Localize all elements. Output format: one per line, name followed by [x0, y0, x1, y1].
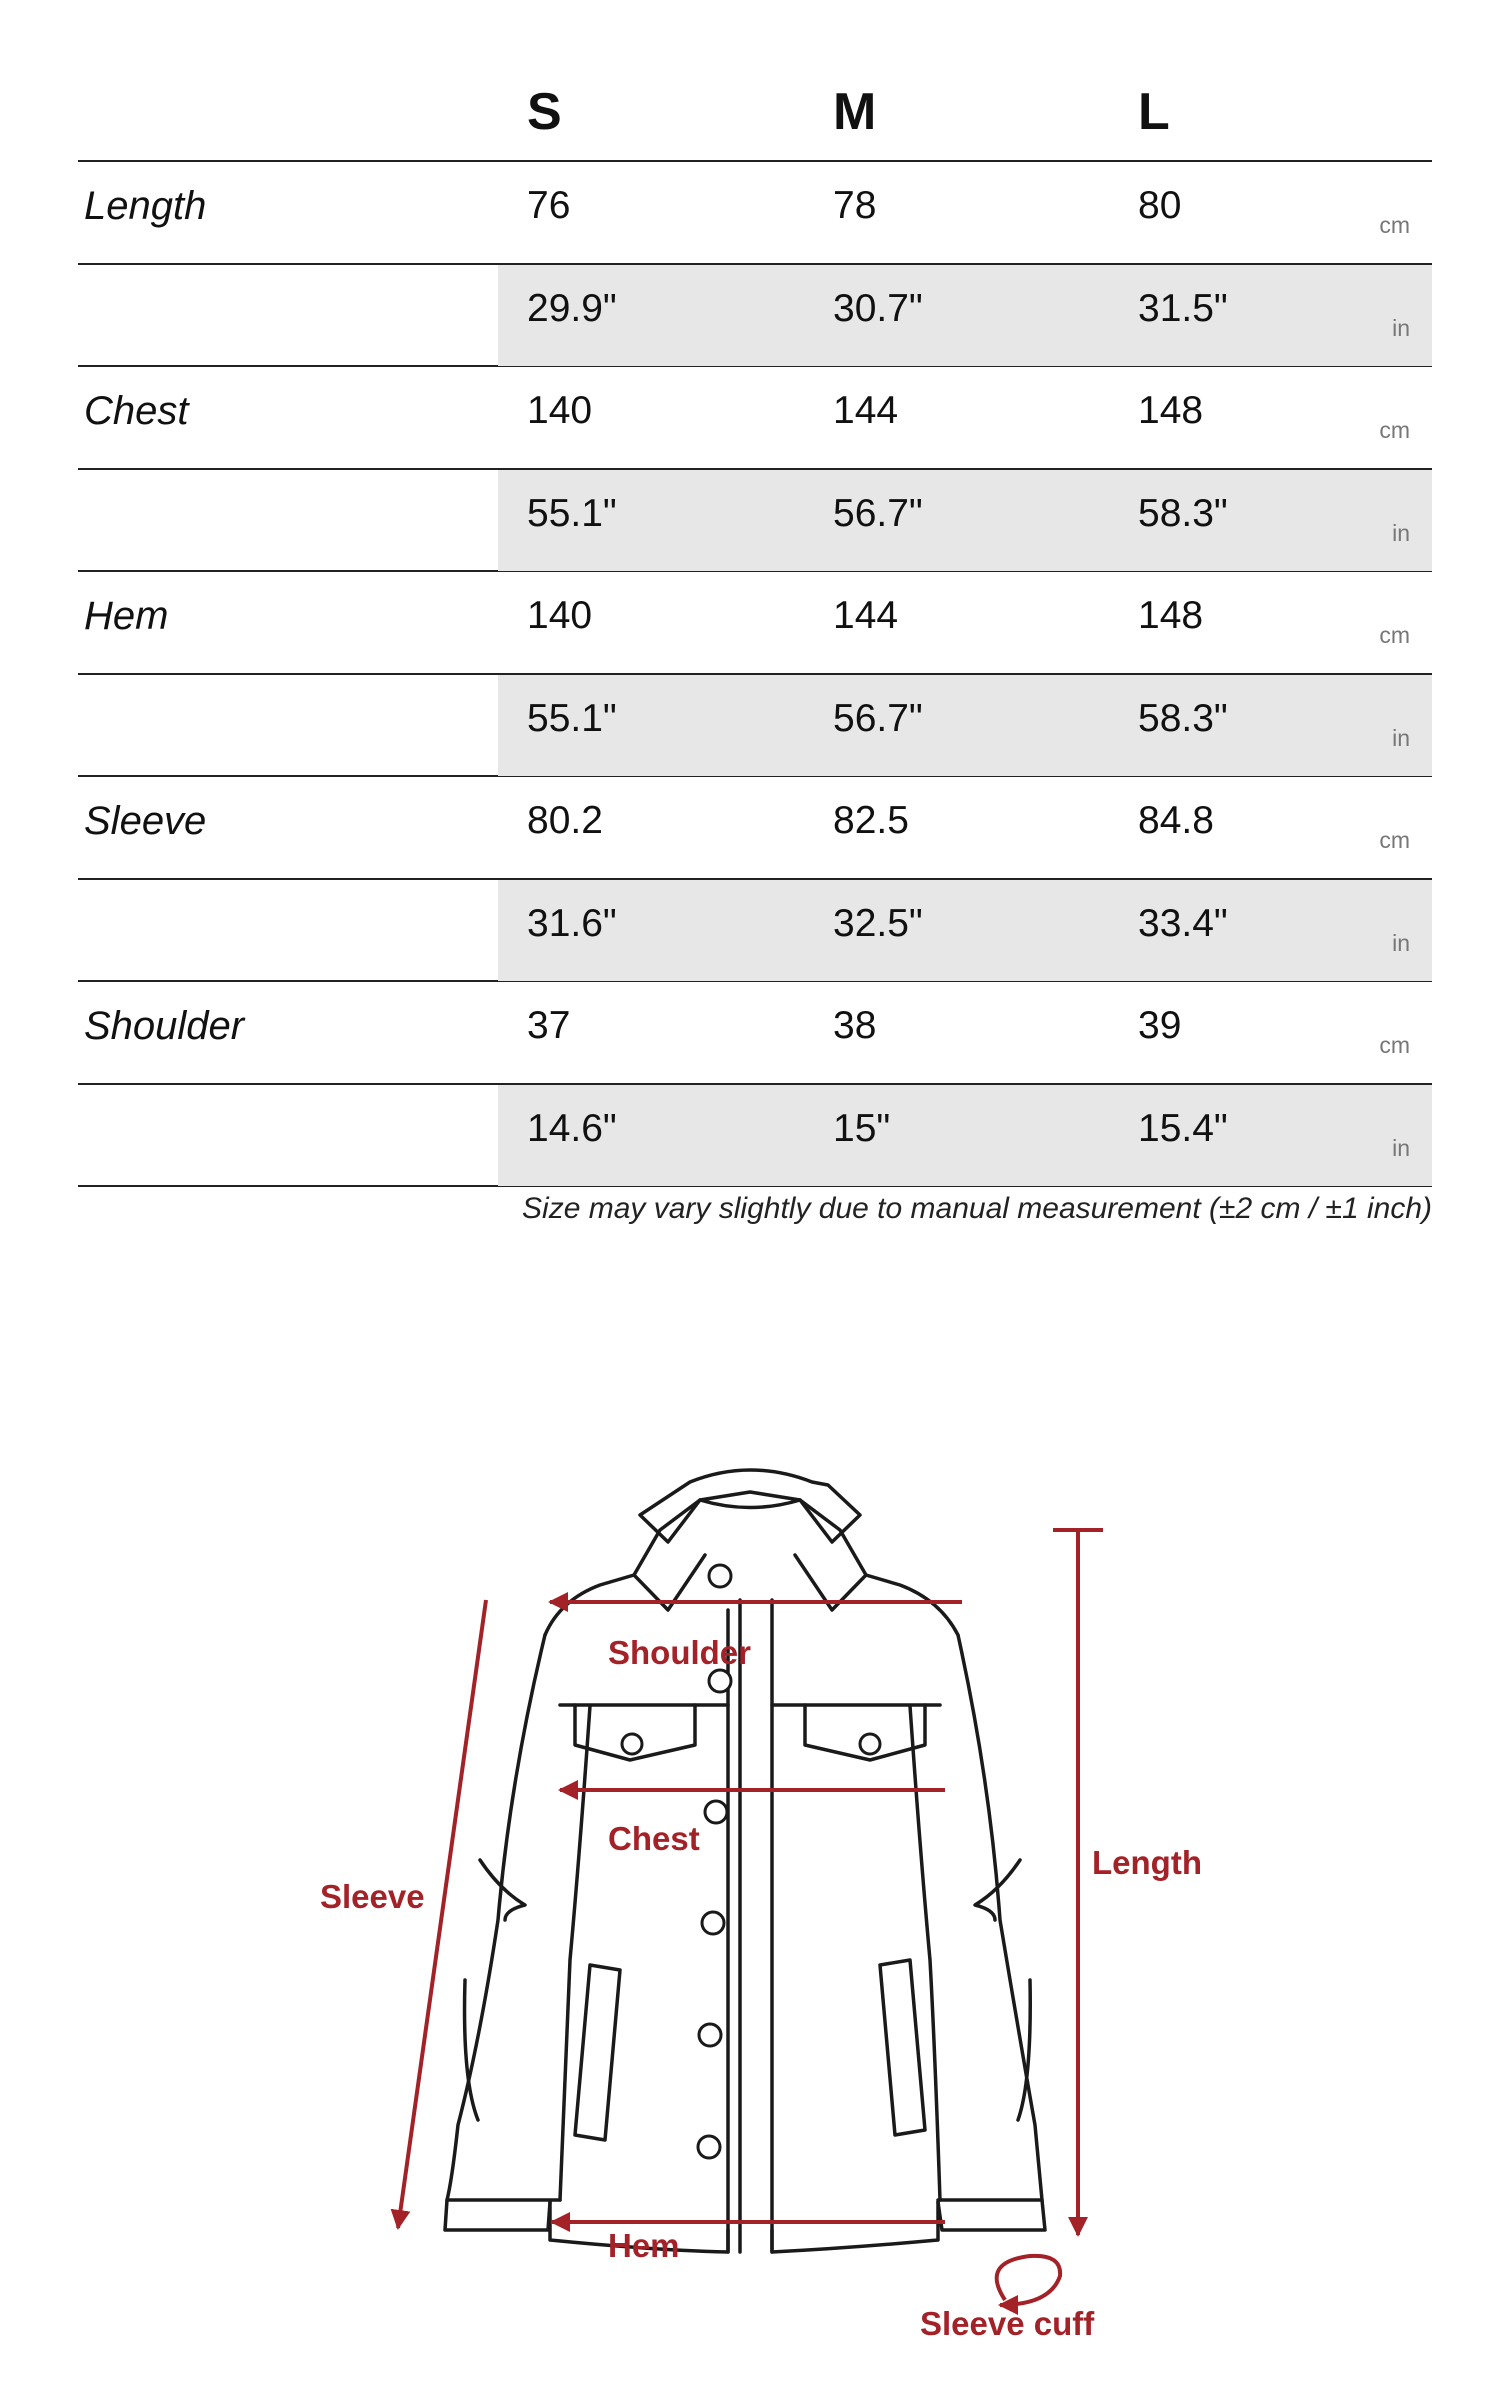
label-chest: Chest: [608, 1820, 700, 1857]
value-l-cm: 148: [1138, 389, 1204, 432]
jacket-measurement-diagram: [0, 1400, 1500, 2400]
value-l-in: 33.4": [1138, 902, 1228, 945]
measure-label: Sleeve: [84, 799, 207, 843]
size-chart-table: [78, 60, 1432, 1187]
unit-in: in: [1392, 930, 1410, 956]
measure-label: Shoulder: [84, 1004, 245, 1048]
measure-label: Chest: [84, 389, 189, 433]
label-length: Length: [1092, 1844, 1202, 1881]
cm-row: [78, 367, 1432, 468]
value-l-in: 58.3": [1138, 697, 1228, 740]
size-header-s: S: [527, 83, 562, 141]
value-l-cm: 84.8: [1138, 799, 1214, 842]
measurement-note: Size may vary slightly due to manual measurement (±2 cm / ±1 inch): [522, 1192, 1432, 1225]
inch-row: [78, 1083, 1432, 1186]
cm-row: [78, 777, 1432, 878]
size-header-row: [78, 60, 1432, 162]
value-m-cm: 144: [833, 594, 899, 637]
cm-row: [78, 572, 1432, 673]
value-s-cm: 140: [527, 389, 593, 432]
value-s-in: 29.9": [527, 287, 617, 330]
measure-label: Hem: [84, 594, 169, 638]
size-header-l: L: [1138, 83, 1170, 141]
jacket-outline: [445, 1470, 1045, 2252]
value-m-cm: 82.5: [833, 799, 909, 842]
value-s-cm: 140: [527, 594, 593, 637]
measure-hem: [78, 572, 1432, 777]
unit-in: in: [1392, 520, 1410, 546]
label-sleeve: Sleeve: [320, 1878, 425, 1915]
value-l-in: 15.4": [1138, 1107, 1228, 1150]
value-s-in: 55.1": [527, 492, 617, 535]
value-s-cm: 76: [527, 184, 571, 227]
measure-sleeve: [78, 777, 1432, 982]
inch-row: [78, 263, 1432, 366]
measure-chest: [78, 367, 1432, 572]
value-m-in: 56.7": [833, 697, 923, 740]
value-l-in: 58.3": [1138, 492, 1228, 535]
value-l-in: 31.5": [1138, 287, 1228, 330]
value-s-in: 31.6": [527, 902, 617, 945]
measure-length: [78, 162, 1432, 367]
unit-cm: cm: [1379, 622, 1410, 648]
unit-cm: cm: [1379, 827, 1410, 853]
unit-in: in: [1392, 1135, 1410, 1161]
cm-row: [78, 982, 1432, 1083]
inch-row: [78, 468, 1432, 571]
unit-in: in: [1392, 315, 1410, 341]
label-sleeve-cuff: Sleeve cuff: [920, 2305, 1095, 2342]
label-shoulder: Shoulder: [608, 1634, 752, 1671]
unit-cm: cm: [1379, 212, 1410, 238]
unit-cm: cm: [1379, 1032, 1410, 1058]
value-m-cm: 78: [833, 184, 877, 227]
value-s-cm: 80.2: [527, 799, 603, 842]
measure-label: Length: [84, 184, 207, 228]
value-m-cm: 38: [833, 1004, 877, 1047]
value-s-cm: 37: [527, 1004, 571, 1047]
cm-row: [78, 162, 1432, 263]
value-m-in: 30.7": [833, 287, 923, 330]
value-m-cm: 144: [833, 389, 899, 432]
value-m-in: 32.5": [833, 902, 923, 945]
measurement-labels: [320, 1634, 1202, 2342]
inch-row: [78, 878, 1432, 981]
value-l-cm: 80: [1138, 184, 1182, 227]
value-s-in: 55.1": [527, 697, 617, 740]
size-header-m: M: [833, 83, 877, 141]
unit-in: in: [1392, 725, 1410, 751]
unit-cm: cm: [1379, 417, 1410, 443]
label-hem: Hem: [608, 2227, 680, 2264]
value-m-in: 56.7": [833, 492, 923, 535]
value-s-in: 14.6": [527, 1107, 617, 1150]
inch-row: [78, 673, 1432, 776]
sleeve-cuff-arrow: [997, 2256, 1060, 2305]
value-m-in: 15": [833, 1107, 891, 1150]
value-l-cm: 148: [1138, 594, 1204, 637]
value-l-cm: 39: [1138, 1004, 1182, 1047]
measure-shoulder: [78, 982, 1432, 1187]
